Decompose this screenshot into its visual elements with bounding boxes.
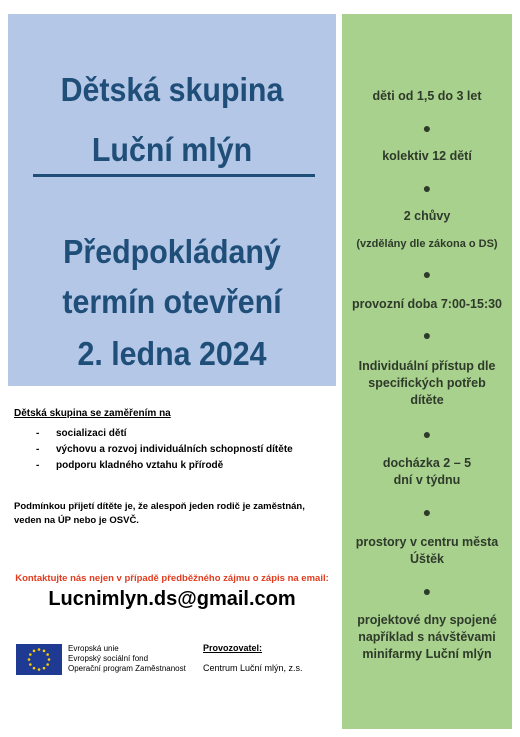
- feature-individual: Individuální přístup dle specifických potřeb dítěte: [358, 359, 496, 407]
- eu-star: [46, 663, 49, 666]
- eu-star: [38, 668, 41, 671]
- eu-text: [68, 644, 186, 674]
- eu-line2: Evropský sociální fond: [68, 654, 149, 663]
- eu-star: [38, 648, 41, 651]
- eu-line3: Operační program Zaměstnanost: [68, 664, 186, 673]
- bullet: ●: [422, 327, 432, 343]
- feature-attendance: docházka 2 – 5 dní v týdnu: [382, 456, 472, 487]
- feature-nannies: 2 chůvy: [403, 209, 451, 223]
- opening-line2: termín otevření: [62, 283, 282, 320]
- eu-star: [46, 653, 49, 656]
- title-line2: Luční mlýn: [91, 131, 253, 168]
- focus-heading: Dětská skupina se zaměřením na: [14, 408, 171, 419]
- eu-star: [28, 658, 31, 661]
- feature-nannies-note: (vzdělány dle zákona o DS): [356, 238, 498, 250]
- eu-flag-icon: [16, 644, 62, 675]
- operator-label: Provozovatel:: [203, 643, 263, 653]
- eu-star: [29, 663, 32, 666]
- feature-age: děti od 1,5 do 3 let: [372, 89, 482, 103]
- bullet: ●: [422, 266, 432, 282]
- list-item: - socializaci dětí: [36, 428, 127, 439]
- eu-star: [29, 653, 32, 656]
- feature-location: prostory v centru města Úštěk: [355, 535, 499, 566]
- title-line1: Dětská skupina: [60, 71, 284, 108]
- bullet: ●: [422, 504, 432, 520]
- eu-star: [48, 658, 51, 661]
- bullet: ●: [422, 120, 432, 136]
- list-item: - podporu kladného vztahu k přírodě: [36, 460, 224, 471]
- contact-email[interactable]: Lucnimlyn.ds@gmail.com: [48, 588, 296, 610]
- operator-name: Centrum Luční mlýn, z.s.: [203, 663, 303, 673]
- eu-star: [33, 650, 36, 653]
- opening-date: 2. ledna 2024: [77, 335, 267, 372]
- contact-prompt: Kontaktujte nás nejen v případě předběžného zájmu o zápis na email:: [15, 573, 329, 584]
- opening-line1: Předpokládaný: [63, 233, 281, 270]
- bullet: ●: [422, 426, 432, 442]
- title-divider: [33, 174, 315, 177]
- bullet: ●: [422, 583, 432, 599]
- feature-projects: projektové dny spojené například s návštěvami minifarmy Luční mlýn: [357, 613, 497, 661]
- bullet: ●: [422, 180, 432, 196]
- feature-group-size: kolektiv 12 dětí: [382, 149, 472, 163]
- eu-star: [43, 650, 46, 653]
- list-item: - výchovu a rozvoj individuálních schopností dítěte: [36, 444, 293, 455]
- admission-condition: Podmínkou přijetí dítěte je, že alespoň jeden rodič je zaměstnán, veden na ÚP nebo je OSVČ.: [14, 501, 305, 526]
- focus-list: [14, 426, 293, 474]
- eu-star: [33, 667, 36, 670]
- feature-hours: provozní doba 7:00-15:30: [351, 297, 503, 311]
- eu-line1: Evropská unie: [68, 644, 119, 653]
- eu-star: [43, 667, 46, 670]
